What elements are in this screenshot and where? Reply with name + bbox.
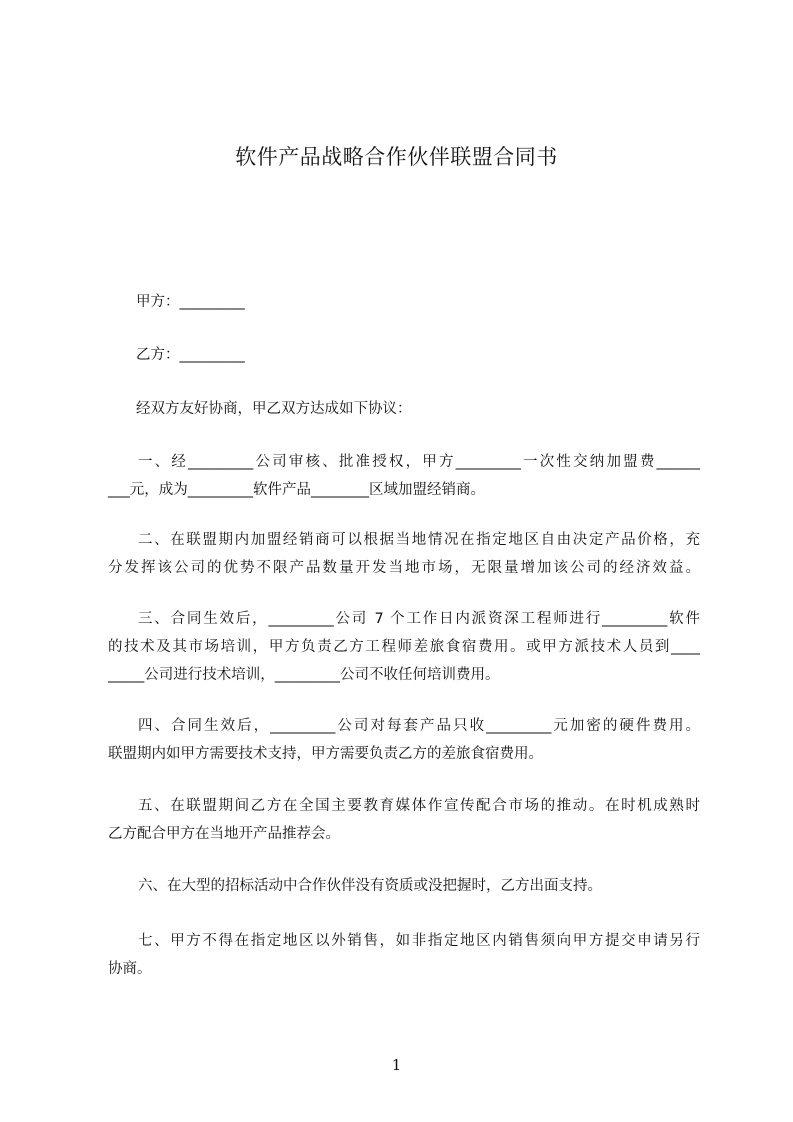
clause-5-line-2: 乙方配合甲方在当地开产品推荐会。 [108,826,340,842]
clause-3-line-2: 的技术及其市场培训，甲方负责乙方工程师差旅食宿费用。或甲方派技术人员到____ [108,639,700,655]
clause-3-line-3: _____公司进行技术培训，_________公司不收任何培训费用。 [108,667,500,683]
clause-5-line-1: 五、在联盟期间乙方在全国主要教育媒体作宣传配合市场的推动。在时机成熟时 [138,798,700,814]
clause-6 [108,876,700,896]
document-title: 软件产品战略合作伙伴联盟合同书 [235,145,558,169]
party-b-line: 乙方：_________ [136,347,245,363]
clause-4 [108,716,700,764]
clause-6-line-1: 六、在大型的招标活动中合作伙伴没有资质或没把握时，乙方出面支持。 [138,878,602,894]
clause-7-line-2: 协商。 [108,961,152,977]
clause-3-line-1: 三、合同生效后，_________公司 7 个工作日内派资深工程师进行_________软件 [138,611,700,627]
clause-4-line-1: 四、合同生效后，_________公司对每套产品只收_________元加密的硬件费用。 [138,718,700,734]
clause-7-line-1: 七、甲方不得在指定地区以外销售，如非指定地区内销售须向甲方提交申请另行 [138,933,700,949]
clause-2-line-2: 分发挥该公司的优势不限产品数量开发当地市场，无限量增加该公司的经济效益。 [108,560,700,576]
clause-5 [108,796,700,844]
clause-7 [108,931,700,979]
clause-3 [108,609,700,685]
clause-4-line-2: 联盟期内如甲方需要技术支持，甲方需要负责乙方的差旅食宿费用。 [108,746,543,762]
party-a-line: 甲方：_________ [136,294,245,310]
clause-1-line-1: 一、经_________公司审核、批准授权，甲方_________一次性交纳加盟费______ [138,454,700,470]
intro-text: 经双方友好协商，甲乙双方达成如下协议： [136,401,412,417]
clause-1-line-2: ___元，成为_________软件产品________区域加盟经销商。 [108,482,485,498]
clause-2-line-1: 二、在联盟期内加盟经销商可以根据当地情况在指定地区自由决定产品价格，充 [138,532,700,548]
clause-2 [108,530,700,578]
page-number: 1 [391,1056,402,1074]
clause-1 [108,452,700,500]
